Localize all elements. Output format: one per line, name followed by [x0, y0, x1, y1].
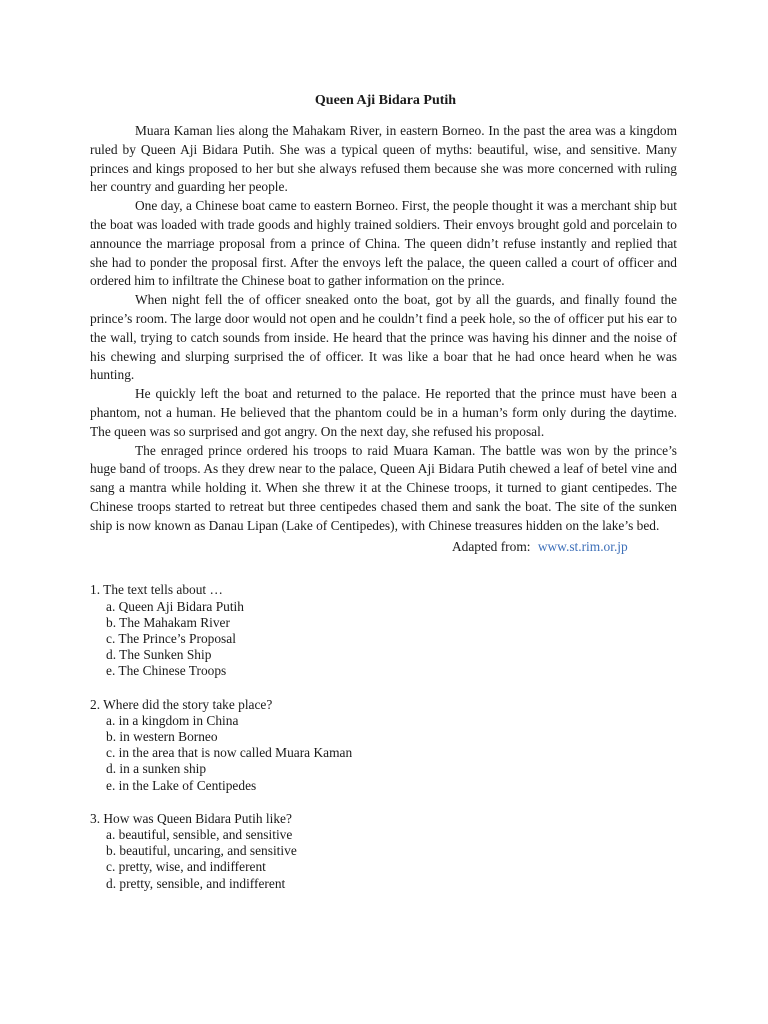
document-page: [90, 92, 677, 909]
story-paragraph: Muara Kaman lies along the Mahakam River, in eastern Borneo. In the past the area was a kingdom ruled by Queen Aji Bidara Putih. She was a typical queen of myths: beautiful, wise, and sensitive. Many princes and kings proposed to her but she always refused them because she was more concerned with ruling her country and guarding her people.: [90, 123, 677, 195]
answer-option: c. pretty, wise, and indifferent: [106, 859, 266, 875]
question-text: 2. Where did the story take place?: [90, 696, 273, 712]
source-label: Adapted from:: [452, 538, 531, 554]
answer-option: a. Queen Aji Bidara Putih: [106, 598, 244, 614]
answer-option: b. The Mahakam River: [106, 614, 230, 630]
story-paragraph: One day, a Chinese boat came to eastern Borneo. First, the people thought it was a merchant ship but the boat was loaded with trade goods and highly trained soldiers. Their envoys brought gold and porcelain to announce the marriage proposal from a prince of China. The queen didn’t refuse instantly and replied that she had to ponder the proposal first. After the envoys left the palace, the queen called a court of officer and ordered him to infiltrate the Chinese boat to gather information on the prince.: [90, 198, 677, 289]
question-item: [90, 811, 677, 892]
document-title: Queen Aji Bidara Putih: [314, 93, 457, 108]
question-list: [90, 582, 677, 891]
story-body: [90, 122, 677, 536]
question-item: [90, 582, 677, 679]
answer-option: e. The Chinese Troops: [106, 663, 227, 679]
answer-option: d. in a sunken ship: [106, 761, 207, 777]
question-text: 1. The text tells about …: [90, 582, 223, 598]
question-text: 3. How was Queen Bidara Putih like?: [90, 810, 292, 826]
answer-option: d. The Sunken Ship: [106, 647, 212, 663]
answer-option: e. in the Lake of Centipedes: [106, 777, 257, 793]
answer-option: c. The Prince’s Proposal: [106, 630, 236, 646]
option-list: [90, 713, 677, 794]
option-list: [90, 599, 677, 680]
answer-option: b. beautiful, uncaring, and sensitive: [106, 843, 297, 859]
answer-option: c. in the area that is now called Muara Kaman: [106, 745, 353, 761]
question-item: [90, 697, 677, 794]
answer-option: b. in western Borneo: [106, 728, 218, 744]
answer-option: d. pretty, sensible, and indifferent: [106, 875, 286, 891]
source-citation: [90, 538, 677, 557]
story-paragraph: He quickly left the boat and returned to the palace. He reported that the prince must have been a phantom, not a human. He believed that the phantom could be in a human’s form only during the daytime. The queen was so surprised and got angry. On the next day, she refused his proposal.: [90, 386, 677, 439]
answer-option: a. beautiful, sensible, and sensitive: [106, 826, 293, 842]
source-link[interactable]: www.st.rim.or.jp: [537, 538, 628, 554]
answer-option: a. in a kingdom in China: [106, 712, 239, 728]
story-paragraph: The enraged prince ordered his troops to raid Muara Kaman. The battle was won by the prince’s huge band of troops. As they drew near to the palace, Queen Aji Bidara Putih chewed a leaf of betel vine and sang a mantra while holding it. When she threw it at the Chinese troops, it turned to giant centipedes. The Chinese troops started to retreat but three centipedes chased them and sank the boat. The site of the sunken ship is now known as Danau Lipan (Lake of Centipedes), with Chinese treasures hidden on the lake’s bed.: [90, 442, 677, 533]
story-paragraph: When night fell the of officer sneaked onto the boat, got by all the guards, and finally found the prince’s room. The large door would not open and he couldn’t find a peek hole, so the of officer put his ear to the wall, trying to catch sounds from inside. He heard that the prince was having his dinner and the noise of his chewing and slurping surprised the of officer. It was like a boar that he had once heard when he was hunting.: [90, 292, 677, 383]
option-list: [90, 827, 677, 892]
